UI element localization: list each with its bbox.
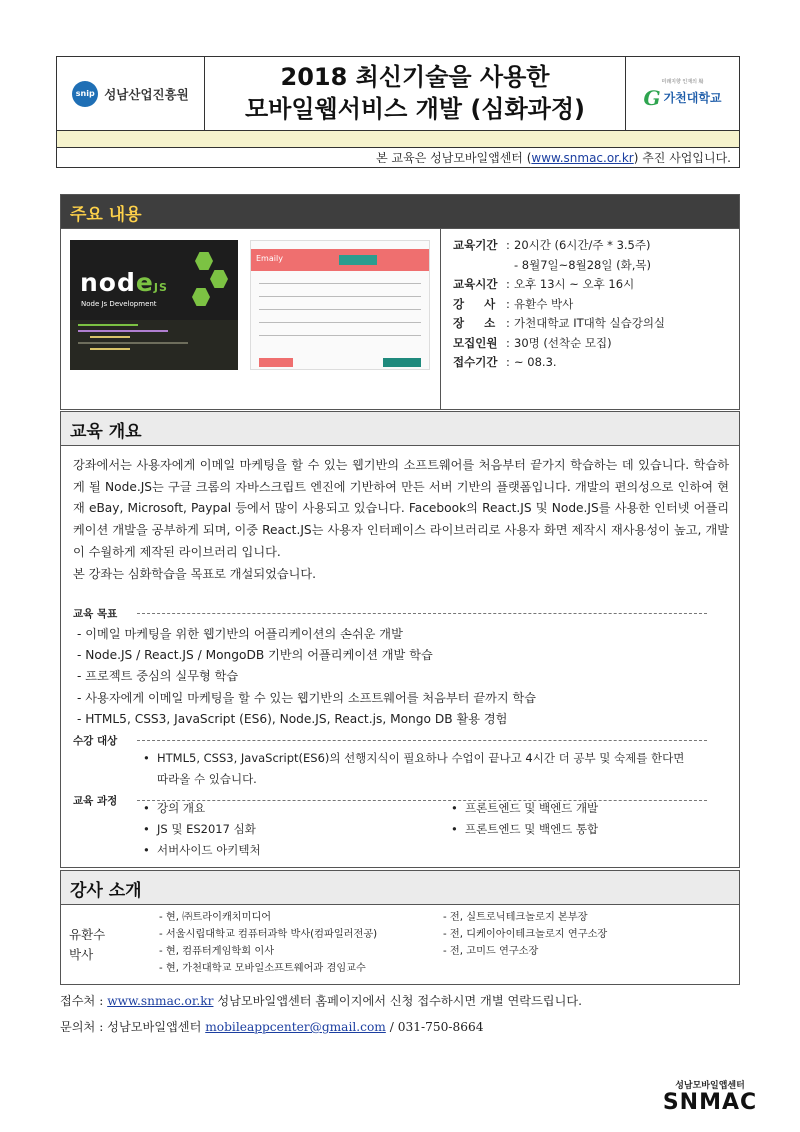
hex-icon	[192, 288, 210, 306]
divider	[137, 613, 707, 614]
career-item: - 전, 실트로닉테크놀로지 본부장	[443, 912, 588, 923]
career-item: - 전, 고미드 연구소장	[443, 946, 539, 957]
list-item: • 서버사이드 아키텍처	[157, 840, 261, 861]
sba-logo	[57, 57, 205, 130]
snmac-logo-small: 성남모바일앱센터	[675, 1081, 745, 1091]
instructor-name: 유환수 박사	[69, 927, 106, 962]
gachon-logo-text: 가천대학교	[663, 91, 722, 105]
emaily-app-screenshot	[250, 240, 430, 370]
list-item: - Node.JS / React.JS / MongoDB 기반의 어플리케이션 개발 학습	[77, 648, 433, 663]
info-row: 접수기간 : ~ 08.3.	[453, 355, 557, 369]
snmac-logo	[660, 1078, 760, 1115]
section-instructor	[60, 905, 740, 985]
app-header-button	[339, 255, 377, 265]
divider	[137, 740, 707, 741]
overview-text: 강좌에서는 사용자에게 이메일 마케팅을 할 수 있는 웹기반의 소프트웨어를 처음부터 끝가지 학습하는 데 있습니다. 학습하게 될 Node.JS는 구글 크롬의 자바스크립트 엔진에 기반하여 만든 서버 기반의 플랫폼입니다. 개발의 편의성으로 인하여 현재 eBay, Microsoft, Paypal 등에서 많이 사용되고 있습니다. Facebook의 React.JS 및 Node.JS를 사용한 인터넷 어플리케이션 개발을 공부하게 되며, 이중 React.JS는 사용자 인터페이스 라이브러리로 사용자 화면 제작시 재사용성이 높고, 개발이 수월하게 제작된 라이브러리 입니다. 본 강좌는 심화학습을 목표로 개설되었습니다.	[73, 455, 729, 585]
section-main-content	[60, 229, 740, 410]
course-heading: 교육 과정	[73, 795, 118, 807]
snmac-link[interactable]: www.snmac.or.kr	[531, 151, 634, 165]
header-note: 본 교육은 성남모바일앱센터 (www.snmac.or.kr) 추진 사업입니다.	[376, 151, 731, 165]
goal-heading: 교육 목표	[73, 608, 118, 620]
snmac-homepage-link[interactable]: www.snmac.or.kr	[107, 994, 214, 1008]
section-title: 교육 개요	[70, 422, 142, 442]
section-overview-header	[60, 411, 740, 446]
hex-icon	[195, 252, 213, 270]
list-item: - HTML5, CSS3, JavaScript (ES6), Node.JS, React.js, Mongo DB 활용 경험	[77, 711, 508, 726]
list-item: • JS 및 ES2017 심화	[157, 819, 256, 840]
career-item: - 전, 디케이아이테크놀로지 연구소장	[443, 929, 608, 940]
nodejs-image	[70, 240, 238, 370]
section-instructor-header	[60, 870, 740, 905]
info-row: - 8월7일~8월28일 (화,목)	[514, 257, 651, 272]
list-item: • 프론트엔드 및 백엔드 통합	[465, 819, 598, 840]
gachon-logo	[625, 57, 739, 130]
title-line-1: 2018 최신기술을 사용한	[280, 63, 550, 91]
list-item: - 프로젝트 중심의 실무형 학습	[77, 669, 239, 684]
goal-list	[77, 624, 536, 730]
snmac-logo-big: SNMAC	[662, 1090, 758, 1115]
overview-goal-note: 본 강좌는 심화학습을 목표로 개설되었습니다.	[73, 566, 317, 581]
snip-logo-icon: snip	[72, 81, 98, 107]
section-title: 주요 내용	[70, 205, 142, 225]
title-line-2: 모바일웹서비스 개발 (심화과정)	[244, 95, 586, 123]
career-item: - 현, ㈜트라이캐치미디어	[159, 912, 272, 923]
gachon-logo-icon: G	[643, 85, 661, 110]
section-main-content-header	[60, 194, 740, 229]
career-item: - 현, 컴퓨터게임학회 이사	[159, 946, 275, 957]
code-editor-preview	[70, 320, 238, 370]
app-cancel-button	[259, 358, 293, 367]
career-item: - 현, 가천대학교 모바일소프트웨어과 겸임교수	[159, 963, 366, 974]
divider	[440, 229, 441, 409]
career-item: - 서울시립대학교 컴퓨터과학 박사(컴파일러전공)	[159, 929, 378, 940]
header-top-row	[57, 57, 739, 131]
gachon-tagline: 미래지향 인재의 場	[661, 78, 704, 85]
divider	[137, 800, 707, 801]
info-row: 강 사 : 유환수 박사	[453, 296, 574, 311]
nodejs-logo: nodeJS	[80, 268, 168, 297]
header-box	[56, 56, 740, 168]
list-item: - 사용자에게 이메일 마케팅을 할 수 있는 웹기반의 소프트웨어를 처음부터 끝까지 학습	[77, 690, 537, 705]
app-next-button	[383, 358, 421, 367]
page-title	[205, 57, 625, 130]
course-info-list	[453, 236, 733, 373]
section-title: 강사 소개	[70, 881, 142, 901]
nodejs-subtitle: Node Js Development	[81, 300, 157, 308]
list-item: • 프론트엔드 및 백엔드 개발	[465, 798, 598, 819]
info-row: 교육시간 : 오후 13시 ~ 오후 16시	[453, 277, 635, 291]
info-row: 교육기간 : 20시간 (6시간/주 * 3.5주)	[453, 238, 651, 252]
sba-logo-text: 성남산업진흥원	[104, 86, 189, 102]
target-heading: 수강 대상	[73, 735, 118, 747]
target-text-cont: 따라올 수 있습니다.	[157, 772, 257, 786]
contact-email-link[interactable]: mobileappcenter@gmail.com	[205, 1020, 386, 1034]
contact-info: 문의처 : 성남모바일앱센터 mobileappcenter@gmail.com / 031-750-8664	[60, 1020, 484, 1034]
list-item: • 강의 개요	[157, 798, 205, 819]
header-accent-bar	[57, 131, 739, 148]
app-title: Emaily	[256, 254, 283, 263]
info-row: 모집인원 : 30명 (선착순 모집)	[453, 335, 612, 350]
target-text: • HTML5, CSS3, JavaScript(ES6)의 선행지식이 필요하나 수업이 끝나고 4시간 더 공부 및 숙제를 한다면	[157, 748, 684, 769]
hex-icon	[210, 270, 228, 288]
list-item: - 이메일 마케팅을 위한 웹기반의 어플리케이션의 손쉬운 개발	[77, 627, 403, 641]
section-overview	[60, 446, 740, 868]
apply-info: 접수처 : www.snmac.or.kr 성남모바일앱센터 홈페이지에서 신청 접수하시면 개별 연락드립니다.	[60, 994, 582, 1008]
info-row: 장 소 : 가천대학교 IT대학 실습강의실	[453, 316, 666, 330]
